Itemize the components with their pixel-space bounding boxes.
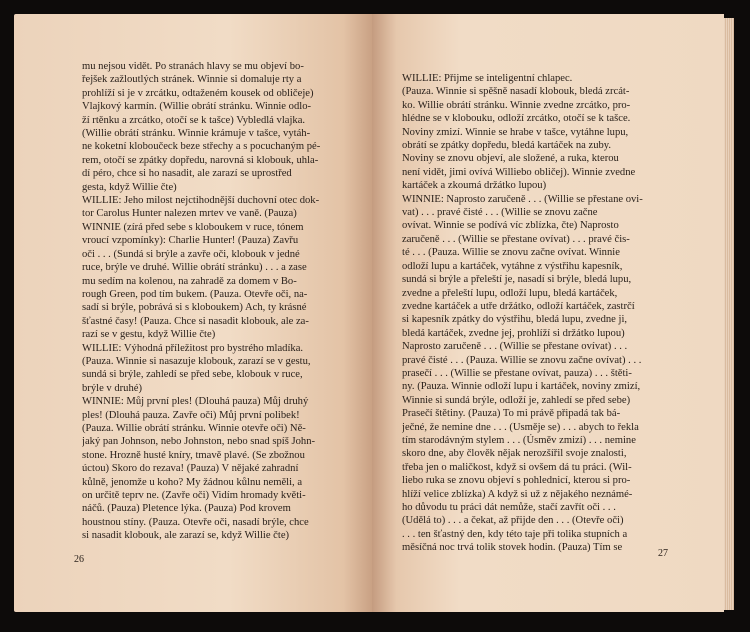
text-line: kůlně, jenomže u koho? My žádnou kůlnu neměli, a — [82, 476, 303, 488]
text-line: řejšek zažloutlých stránek. Winnie si domaluje rty a — [82, 74, 302, 86]
text-line: rough Green, pod tím bukem. (Pauza. Otevře oči, na- — [82, 288, 308, 300]
left-page — [14, 14, 372, 612]
text-line: razí se v gestu, když Willie čte) — [82, 329, 216, 341]
text-line: Prasečí štětiny. (Pauza) To mi právě připadá tak bá- — [402, 408, 621, 420]
text-line: bledá kartáček, zvedne jej, prohlíží si držátko lupou) — [402, 327, 625, 339]
text-line: (Udělá to) . . . a čekat, až přijde den . . . (Otevře oči) — [402, 515, 624, 527]
text-line: zvedne kartáček a utře držátko, odloží kartáček, zastrčí — [402, 300, 635, 312]
text-line: oči . . . (Sundá si brýle a zavře oči, klobouk v jedné — [82, 248, 300, 260]
text-line: vroucí vzpomínky): Charlie Hunter! (Pauza) Zavřu — [82, 235, 299, 247]
text-line: gesta, když Willie čte) — [82, 181, 177, 193]
right-page — [372, 14, 724, 612]
text-line: úctou) Skoro do rezava! (Pauza) V nějaké zahradní — [82, 463, 299, 475]
text-line: Noviny se znovu objeví, ale složené, a ruka, kterou — [402, 153, 619, 165]
text-line: prohlíží si je v zrcátku, odtaženém kousek od obličeje) — [82, 87, 314, 99]
text-line: houstnou stíny. (Pauza. Otevře oči, nasadí brýle, chce — [82, 516, 309, 528]
text-line: brýle v druhé) — [82, 382, 143, 394]
text-line: náčů. (Pauza) Pletence lýka. (Pauza) Pod krovem — [82, 503, 291, 515]
text-line: ho důvodu tu práci dát nemůže, stačí zavřít oči . . . — [402, 502, 616, 513]
text-line: Vlajkový karmín. (Willie obrátí stránku. Winnie odlo- — [82, 101, 312, 113]
text-line: měsíčná noc trvá tolik stovek hodin. (Pauza) Tím se — [402, 542, 623, 554]
text-line: vat) . . . pravé čisté . . . (Willie se znovu začne — [402, 207, 598, 219]
text-line: WILLIE: Jeho milost nejctihodnější duchovní otec dok- — [82, 195, 320, 207]
text-line: (Pauza. Winnie si spěšně nasadí klobouk, bledá zrcát- — [402, 86, 630, 98]
text-line: zaručeně . . . (Willie se přestane ovívat) . . . pravé čis- — [402, 233, 630, 245]
text-line: mu sedím na kolenou, na zahradě za domem v Bo- — [82, 275, 297, 287]
text-line: WILLIE: Výhodná příležitost pro bystrého mladíka. — [82, 342, 304, 354]
text-line: si kapesník zpátky do výstřihu, bledá lupu, zvedne ji, — [402, 314, 628, 326]
text-line: WINNIE: Naprosto zaručeně . . . (Willie se přestane ovi- — [402, 193, 643, 205]
text-line: třeba jen o maličkost, když si ovšem dá tu práci. (Wil- — [402, 461, 632, 473]
text-line: ne koketní kloboučeck beze střechy a s pocuchaným pé- — [82, 141, 321, 153]
text-line: . . . ten šťastný den, kdy této taje při tolika stupních a — [402, 528, 628, 540]
text-line: hlíží velice zblízka) A když si už z nějakého neznámé- — [402, 488, 633, 500]
text-line: mu nejsou vidět. Po stranách hlavy se mu objeví bo- — [82, 61, 304, 72]
text-line: tím starodávným stylem . . . (Úsměv zmizí) . . . nemine — [402, 434, 636, 446]
text-line: šťastné časy! (Pauza. Chce si nasadit klobouk, ale za- — [82, 315, 309, 327]
left-page-text — [82, 60, 352, 543]
text-line: (Pauza. Willie obrátí stránku. Winnie otevře oči) Ně- — [82, 422, 306, 434]
text-line: odloží lupu a kartáček, vytáhne z výstřihu kapesník, — [402, 260, 623, 272]
text-line: ko. Willie obrátí stránku. Winnie zvedne zrcátko, pro- — [402, 99, 631, 111]
text-line: Noviny zmizí. Winnie se hrabe v tašce, vytáhne lupu, — [402, 126, 629, 138]
text-line: (Pauza. Winnie si nasazuje klobouk, zarazí se v gestu, — [82, 355, 311, 367]
text-line: té . . . (Pauza. Willie se znovu začne ovívat. Winnie — [402, 247, 620, 259]
text-line: sundá si brýle, zahledí se před sebe, klobouk v ruce, — [82, 369, 303, 381]
text-line: si nasadit klobouk, ale zarazí se, když Willie čte) — [82, 530, 290, 542]
text-line: WINNIE: Můj první ples! (Dlouhá pauza) Můj druhý — [82, 396, 309, 408]
text-line: není vidět, jimi ovívá Williebo obličej). Winnie zvedne — [402, 166, 636, 178]
text-line: ny. (Pauza. Winnie odloží lupu i kartáček, noviny zmizí, — [402, 381, 641, 393]
text-line: on určitě teprv ne. (Zavře oči) Vidím hromady květi- — [82, 490, 306, 501]
text-line: Naprosto zaručeně . . . (Willie se přestane ovívat) . . . — [402, 341, 628, 353]
text-line: (Willie obrátí stránku. Winnie krámuje v tašce, vytáh- — [82, 128, 311, 140]
open-book — [14, 14, 736, 612]
page-number-right: 27 — [658, 548, 668, 559]
text-line: ječné, že nemine dne . . . (Usměje se) . . . abych to řekla — [402, 421, 639, 433]
text-line: hlédne se v klobouku, odloží zrcátko, otočí se k tašce. — [402, 113, 631, 125]
text-line: jaký pan Johnson, nebo Johnston, nebo snad spíš John- — [82, 436, 316, 448]
text-line: sundá si brýle a přeleští je, nasadí si brýle, bledá lupu, — [402, 274, 632, 286]
text-line: zvedne a přeleští lupu, odloží lupu, bledá kartáček, — [402, 287, 618, 299]
page-edges — [724, 18, 734, 610]
page-number-left: 26 — [74, 554, 84, 565]
text-line: rem, otočí se zpátky dopředu, narovná si klobouk, uhla- — [82, 154, 319, 166]
text-line: ples! (Dlouhá pauza. Zavře oči) Můj první polibek! — [82, 409, 300, 421]
text-line: pravé čisté . . . (Pauza. Willie se znovu začne ovívat) . . . — [402, 354, 642, 366]
text-line: WINNIE (zírá před sebe s kloboukem v ruce, tónem — [82, 221, 304, 233]
text-line: Winnie si sundá brýle, odloží je, zahledí se před sebe) — [402, 394, 631, 406]
right-page-text — [402, 72, 702, 555]
text-line: dí péro, chce si ho nasadit, ale zarazí se uprostřed — [82, 168, 292, 180]
text-line: kartáček a zkoumá držátko lupou) — [402, 180, 547, 192]
text-line: obrátí se zpátky dopředu, bledá kartáček na zuby. — [402, 140, 612, 152]
text-line: ží rtěnku a zrcátko, otočí se k tašce) Vybledlá vlajka. — [82, 114, 306, 126]
text-line: sadí si brýle, pobrává si s kloboukem) Ach, ty krásné — [82, 302, 307, 314]
text-line: tor Carolus Hunter nalezen mrtev ve vaně. (Pauza) — [82, 208, 297, 220]
text-line: WILLIE: Přijme se inteligentní chlapec. — [402, 73, 573, 84]
text-line: ruce, brýle ve druhé. Willie obrátí stránku) . . . a zase — [82, 262, 307, 274]
text-line: skoro dne, aby člověk nějak nerozšířil svoje znalosti, — [402, 448, 627, 460]
text-line: ovívat. Winnie se podívá víc zblízka, čte) Naprosto — [402, 220, 619, 232]
text-line: prasečí . . . (Willie se přestane ovívat, pauza) . . . štěti- — [402, 367, 632, 379]
text-line: stone. Hrozně husté kníry, tmavě plavé. (Se zbožnou — [82, 449, 305, 461]
text-line: liebo ruka se znovu objeví s pohlednicí, kterou si pro- — [402, 475, 631, 487]
